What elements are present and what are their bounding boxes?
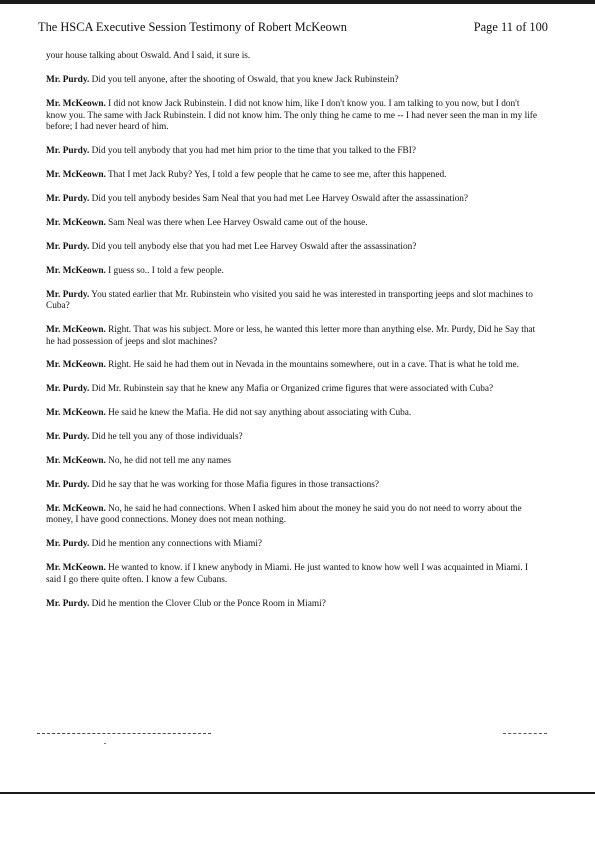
speaker-label: Mr. Purdy. <box>46 75 90 86</box>
testimony-paragraph <box>46 563 538 586</box>
testimony-text: I did not know Jack Rubinstein. I did not know him, like I don't know you. I am talking to you now, but I don't know you. The same with Jack Rubinstein. I did not know him. The only thing he came to me -- I had never seen the man in my life before; I had never heard of him. <box>46 99 537 133</box>
testimony-text: your house talking about Oswald. And I said, it sure is. <box>46 51 251 61</box>
testimony-text: Did he say that he was working for those Mafia figures in those transactions? <box>91 479 379 490</box>
speaker-label: Mr. McKeown. <box>46 265 106 276</box>
speaker-label: Mr. Purdy. <box>46 432 90 443</box>
testimony-paragraph <box>46 242 538 254</box>
testimony-paragraph <box>46 99 538 134</box>
speaker-label: Mr. McKeown. <box>46 360 106 371</box>
testimony-paragraph <box>46 408 538 420</box>
testimony-paragraph <box>46 75 538 87</box>
testimony-paragraph <box>46 218 538 230</box>
page-header <box>38 19 548 35</box>
speaker-label: Mr. McKeown. <box>46 456 106 467</box>
testimony-text: Did you tell anybody that you had met him prior to the time that you talked to the FBI? <box>91 146 416 157</box>
testimony-text: Right. He said he had them out in Nevada in the mountains somewhere, out in a cave. That is what he told me. <box>108 360 520 371</box>
testimony-text: He said he knew the Mafia. He did not say anything about associating with Cuba. <box>108 408 412 419</box>
testimony-paragraph <box>46 456 538 468</box>
testimony-text: Right. That was his subject. More or less, he wanted this letter more than anything else. Mr. Purdy, Did he Say that he had possession of jeeps and slot machines? <box>46 324 536 347</box>
testimony-paragraph <box>46 360 538 372</box>
testimony-paragraph <box>46 170 538 182</box>
testimony-text: Did he tell you any of those individuals? <box>91 432 243 443</box>
testimony-paragraph <box>46 325 538 348</box>
testimony-text: No, he said he had connections. When I asked him about the money he said you do not need to worry about the money, I have good connections. Money does not mean nothing. <box>46 503 522 526</box>
testimony-paragraph <box>46 480 538 492</box>
testimony-text: Did you tell anyone, after the shooting of Oswald, that you knew Jack Rubinstein? <box>91 75 399 86</box>
speaker-label: Mr. Purdy. <box>46 289 90 300</box>
speaker-label: Mr. McKeown. <box>46 170 106 181</box>
page-number: Page 11 of 100 <box>473 20 548 34</box>
scan-artifact-dashed-line <box>37 733 211 734</box>
testimony-text: Did Mr. Rubinstein say that he knew any Mafia or Organized crime figures that were associated with Cuba? <box>91 384 494 395</box>
testimony-text: He wanted to know. if I knew anybody in Miami. He just wanted to know how well I was acquainted in Miami. I said I go there quite often. I know a few Cubans. <box>46 563 529 585</box>
speaker-label: Mr. Purdy. <box>46 193 90 204</box>
speaker-label: Mr. McKeown. <box>46 99 106 110</box>
speaker-label: Mr. McKeown. <box>46 217 106 228</box>
speaker-label: Mr. Purdy. <box>46 539 90 550</box>
testimony-paragraph <box>46 194 538 206</box>
document-title: The HSCA Executive Session Testimony of Robert McKeown <box>38 20 347 34</box>
speaker-label: Mr. McKeown. <box>46 563 106 574</box>
testimony-text: Did you tell anybody besides Sam Neal that you had met Lee Harvey Oswald after the assassination? <box>91 193 469 204</box>
speaker-label: Mr. McKeown. <box>46 408 106 419</box>
testimony-body <box>46 51 538 623</box>
testimony-paragraph <box>46 290 538 313</box>
testimony-text: That I met Jack Ruby? Yes, I told a few people that he came to see me, after this happened. <box>107 170 447 181</box>
bottom-border-rule <box>0 792 595 794</box>
scan-speck <box>104 743 106 744</box>
testimony-text: Did he mention the Clover Club or the Ponce Room in Miami? <box>91 598 326 609</box>
testimony-text: I guess so.. I told a few people. <box>108 265 224 276</box>
scan-artifact-dashed-line-right <box>503 733 547 734</box>
testimony-paragraph <box>46 51 538 63</box>
speaker-label: Mr. McKeown. <box>46 324 106 335</box>
testimony-paragraph <box>46 599 538 611</box>
testimony-paragraph <box>46 146 538 158</box>
testimony-paragraph <box>46 504 538 527</box>
testimony-paragraph <box>46 384 538 396</box>
testimony-text: You stated earlier that Mr. Rubinstein who visited you said he was interested in transporting jeeps and slot machines to Cuba? <box>46 289 533 312</box>
top-border-rule <box>0 0 595 4</box>
testimony-paragraph <box>46 539 538 551</box>
speaker-label: Mr. Purdy. <box>46 241 90 252</box>
testimony-paragraph <box>46 266 538 278</box>
testimony-text: Did he mention any connections with Miami? <box>91 539 263 550</box>
speaker-label: Mr. Purdy. <box>46 146 90 157</box>
testimony-text: Sam Neal was there when Lee Harvey Oswald came out of the house. <box>108 217 368 228</box>
speaker-label: Mr. Purdy. <box>46 479 90 490</box>
speaker-label: Mr. Purdy. <box>46 384 90 395</box>
speaker-label: Mr. Purdy. <box>46 598 90 609</box>
speaker-label: Mr. McKeown. <box>46 503 106 514</box>
testimony-text: Did you tell anybody else that you had met Lee Harvey Oswald after the assassination? <box>91 241 417 252</box>
testimony-paragraph <box>46 432 538 444</box>
testimony-text: No, he did not tell me any names <box>108 456 232 467</box>
